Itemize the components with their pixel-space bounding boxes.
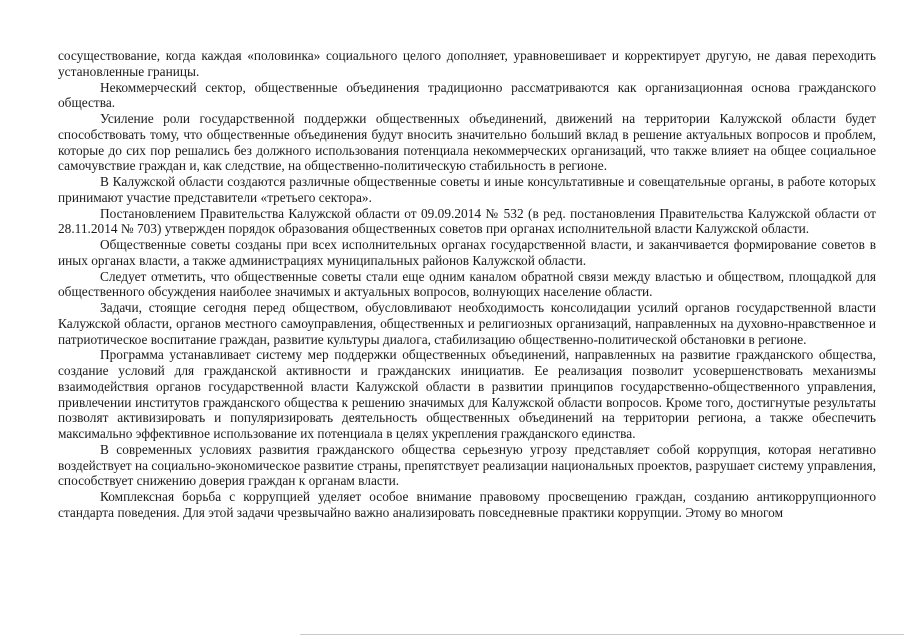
- paragraph-program: Программа устанавливает систему мер поддержки общественных объединений, направленных на развитие гражданского общества, создание условий для гражданской активности и гражданских инициатив. Ее реализация позволит усовершенствовать механизмы взаимодействия органов государственной власти Калужской области в развитии принципов государственно-общественного управления, привлечении институтов гражданского общества к решению значимых для Калужской области вопросов. Кроме того, достигнутые результаты позволят активизировать и популяризировать деятельность общественных объединений на территории региона, а также обеспечить максимально эффективное использование их потенциала в целях укрепления гражданского единства.: [58, 347, 876, 441]
- paragraph-state-support: Усиление роли государственной поддержки общественных объединений, движений на территории Калужской области будет способствовать тому, что общественные объединения будут вносить значительно больший вклад в решение актуальных вопросов и проблем, которые до сих пор решались без должного использования потенциала некоммерческих организаций, что также влияет на общее социальное самочувствие граждан и, как следствие, на общественно-политическую стабильность в регионе.: [58, 111, 876, 174]
- paragraph-anticorruption: Комплексная борьба с коррупцией уделяет особое внимание правовому просвещению граждан, созданию антикоррупционного стандарта поведения. Для этой задачи чрезвычайно важно анализировать повседневные практики коррупции. Этому во многом: [58, 489, 876, 520]
- paragraph-feedback-channel: Следует отметить, что общественные советы стали еще одним каналом обратной связи между властью и обществом, площадкой для общественного обсуждения наиболее значимых и актуальных вопросов, волнующих население области.: [58, 268, 876, 300]
- document-body: [58, 48, 876, 521]
- paragraph-corruption-threat: В современных условиях развития гражданского общества серьезную угрозу представляет собой коррупция, которая негативно воздействует на социально-экономическое развитие страны, препятствует реализации национальных проектов, разрушает систему управления, способствует снижению доверия граждан к органам власти.: [58, 441, 876, 489]
- paragraph-public-councils: В Калужской области создаются различные общественные советы и иные консультативные и совещательные органы, в работе которых принимают участие представители «третьего сектора».: [58, 174, 876, 205]
- paragraph-noncommercial-sector: Некоммерческий сектор, общественные объединения традиционно рассматриваются как организационная основа гражданского общества.: [58, 79, 876, 111]
- paragraph-councils-created: Общественные советы созданы при всех исполнительных органах государственной власти, и заканчивается формирование советов в иных органах власти, а также администрациях муниципальных районов Калужской области.: [58, 237, 876, 268]
- paragraph-tasks: Задачи, стоящие сегодня перед обществом, обусловливают необходимость консолидации усилий органов государственной власти Калужской области, органов местного самоуправления, общественных и религиозных организаций, направленных на духовно-нравственное и патриотическое воспитание граждан, развитие культуры диалога, стабилизацию общественно-политической обстановки в регионе.: [58, 300, 876, 347]
- scan-edge-line: [300, 634, 904, 635]
- paragraph-continuation: сосуществование, когда каждая «половинка» социального целого дополняет, уравновешивает и корректирует другую, не давая переходить установленные границы.: [58, 48, 876, 79]
- paragraph-government-resolution: Постановлением Правительства Калужской области от 09.09.2014 № 532 (в ред. постановления Правительства Калужской области от 28.11.2014 № 703) утвержден порядок образования общественных советов при органах исполнительной власти Калужской области.: [58, 205, 876, 237]
